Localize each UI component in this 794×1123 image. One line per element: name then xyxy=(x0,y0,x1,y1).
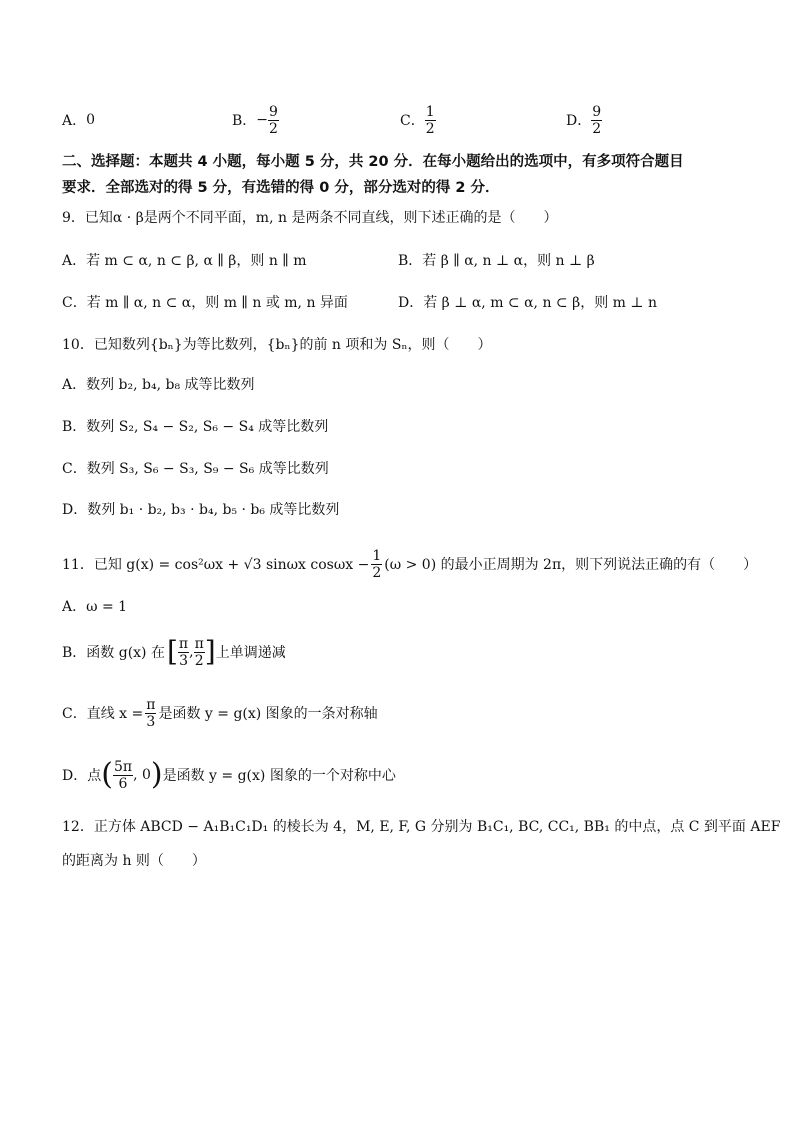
option-value: 0 xyxy=(86,112,96,128)
frac-num: 1 xyxy=(372,547,382,564)
q11-stem xyxy=(62,544,757,584)
frac-num: π xyxy=(178,635,189,652)
q11-option-a: A．ω = 1 xyxy=(62,599,128,615)
option-fraction xyxy=(268,104,279,137)
frac-num: 5π xyxy=(113,758,133,775)
left-bracket-icon: [ xyxy=(166,635,178,668)
frac-num: π xyxy=(146,696,156,713)
q11-d-pre: D．点 xyxy=(62,768,102,784)
right-bracket-icon: ] xyxy=(204,635,216,668)
q10-stem: 10．已知数列{bₙ}为等比数列，{bₙ}的前 n 项和为 Sₙ，则（ ） xyxy=(62,337,492,353)
c-fraction xyxy=(145,697,156,730)
frac-num: 1 xyxy=(425,103,435,120)
q9-stem: 9．已知α · β是两个不同平面，m, n 是两条不同直线，则下述正确的是（ ） xyxy=(62,210,558,226)
frac-den: 2 xyxy=(425,120,435,137)
q11-option-d xyxy=(62,753,396,797)
frac-den: 3 xyxy=(146,713,156,730)
comma: , xyxy=(189,644,194,660)
q11-d-mid: , 0 xyxy=(133,767,151,783)
q8-option-c xyxy=(400,100,436,140)
left-paren-icon: ( xyxy=(101,757,113,792)
q11-option-c xyxy=(62,693,378,733)
q11-c-post: 是函数 y = g(x) 图象的一条对称轴 xyxy=(158,706,378,722)
q11-option-b xyxy=(62,630,286,674)
interval-end xyxy=(194,636,205,669)
q9-option-c: C．若 m ∥ α, n ⊂ α，则 m ∥ n 或 m, n 异面 xyxy=(62,295,348,311)
q9-option-b: B．若 β ∥ α, n ⊥ α，则 n ⊥ β xyxy=(398,253,595,269)
option-fraction xyxy=(425,104,436,137)
frac-den: 6 xyxy=(118,775,128,792)
frac-num: π xyxy=(194,635,204,652)
q8-option-b xyxy=(232,100,279,140)
option-label: A． xyxy=(62,113,87,129)
frac-den: 2 xyxy=(194,652,204,669)
frac-den: 2 xyxy=(372,564,382,581)
q11-stem-pre: 11．已知 g(x) = cos²ωx + √3 sinωx cosωx − xyxy=(62,557,370,573)
option-label: B． xyxy=(232,113,257,129)
option-label: D． xyxy=(566,113,592,129)
option-fraction xyxy=(591,104,602,137)
frac-den: 2 xyxy=(592,120,602,137)
right-paren-icon: ) xyxy=(150,757,163,792)
q12-stem-line2: 的距离为 h 则（ ） xyxy=(62,853,206,869)
q10-option-c: C．数列 S₃, S₆ − S₃, S₉ − S₆ 成等比数列 xyxy=(62,461,329,477)
frac-den: 2 xyxy=(269,120,278,137)
q12-stem-line1: 12．正方体 ABCD − A₁B₁C₁D₁ 的棱长为 4，M, E, F, G 分别为 B₁C₁, BC, CC₁, BB₁ 的中点，点 C 到平面 AEF xyxy=(62,819,781,835)
half-fraction xyxy=(371,548,382,581)
section2-heading-line1: 二、选择题：本题共 4 小题，每小题 5 分，共 20 分．在每小题给出的选项中，有多项符合题目 xyxy=(62,154,684,170)
q9-option-a: A．若 m ⊂ α, n ⊂ β, α ∥ β，则 n ∥ m xyxy=(62,253,307,269)
q8-option-a xyxy=(62,100,95,140)
d-fraction xyxy=(113,759,133,792)
q9-option-d: D．若 β ⊥ α, m ⊂ α, n ⊂ β，则 m ⊥ n xyxy=(398,295,657,311)
section2-heading-line2: 要求．全部选对的得 5 分，有选错的得 0 分，部分选对的得 2 分． xyxy=(62,180,500,196)
q11-stem-post: (ω > 0) 的最小正周期为 2π，则下列说法正确的有（ ） xyxy=(384,557,758,573)
option-label: C． xyxy=(400,113,425,129)
frac-den: 3 xyxy=(179,652,188,669)
q11-d-post: 是函数 y = g(x) 图象的一个对称中心 xyxy=(162,768,396,784)
q8-option-d xyxy=(566,100,602,140)
frac-num: 9 xyxy=(592,103,602,120)
q10-option-a: A．数列 b₂, b₄, b₈ 成等比数列 xyxy=(62,377,255,393)
q11-c-pre: C．直线 x = xyxy=(62,706,144,722)
frac-num: 9 xyxy=(269,103,278,120)
q11-b-post: 上单调递减 xyxy=(215,645,286,661)
q10-option-d: D．数列 b₁ · b₂, b₃ · b₄, b₅ · b₆ 成等比数列 xyxy=(62,502,340,518)
option-sign: − xyxy=(256,112,269,128)
interval-start xyxy=(178,636,189,669)
q11-b-pre: B．函数 g(x) 在 xyxy=(62,645,165,661)
q10-option-b: B．数列 S₂, S₄ − S₂, S₆ − S₄ 成等比数列 xyxy=(62,419,329,435)
